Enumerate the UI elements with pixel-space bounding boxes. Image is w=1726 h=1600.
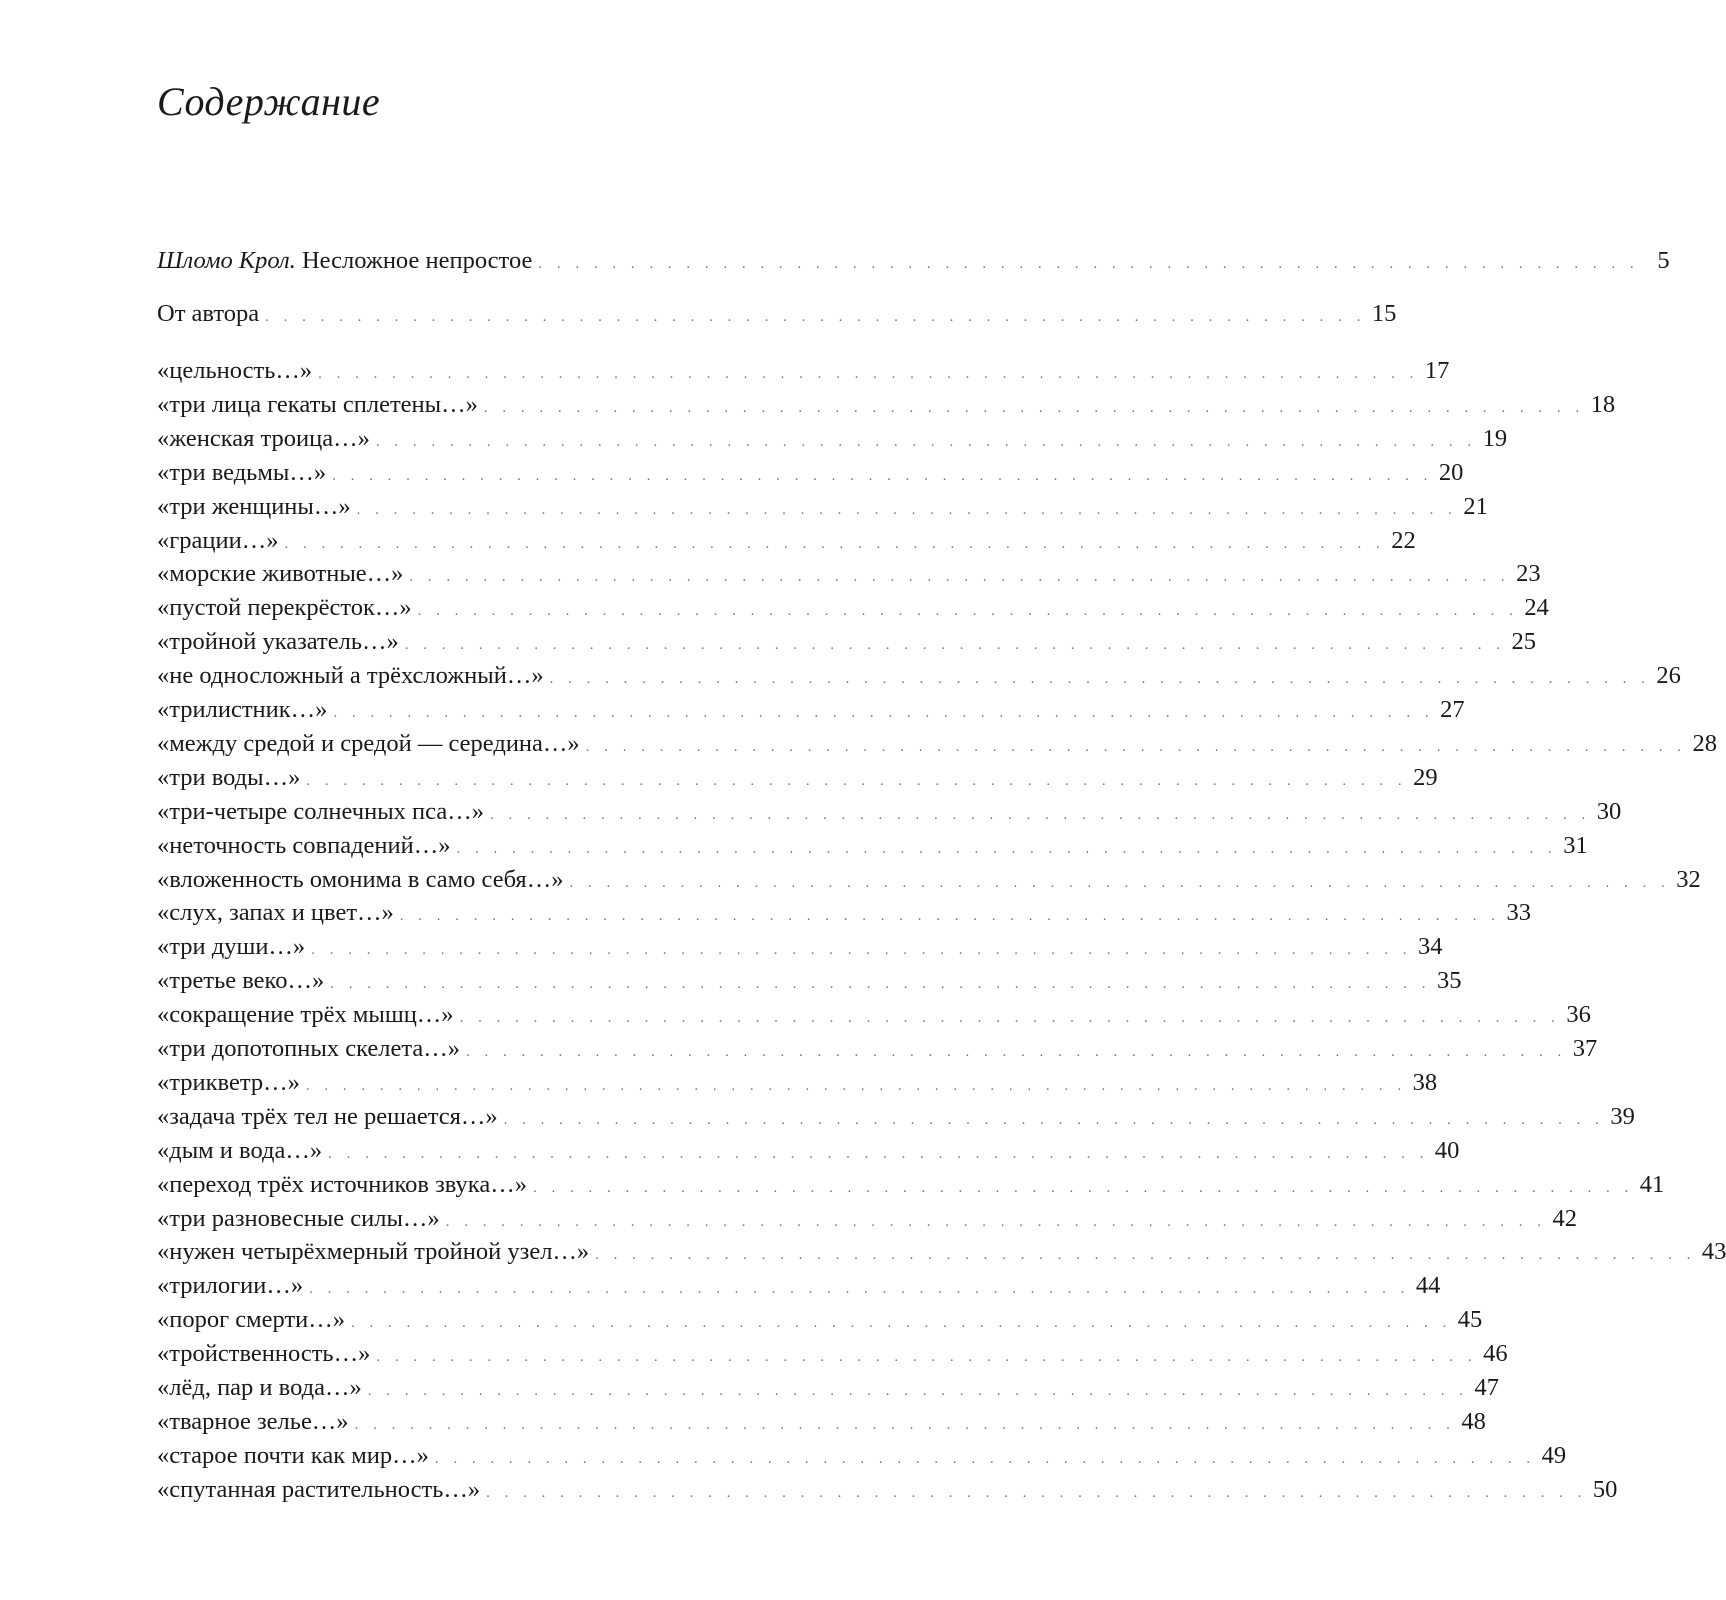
- dot-leader: . . . . . . . . . . . . . . . . . . . . . . . . . . . . . . . . . . . . . . . . . . . . . . . . . . . . . . . . . . . .: [569, 875, 1665, 891]
- toc-entry[interactable]: [157, 930, 1443, 964]
- dot-leader: . . . . . . . . . . . . . . . . . . . . . . . . . . . . . . . . . . . . . . . . . . . . . . . . . . . . . . . . . . . .: [354, 1417, 1450, 1433]
- toc-entry-title: «спутанная растительность…»: [157, 1476, 481, 1503]
- dot-leader: . . . . . . . . . . . . . . . . . . . . . . . . . . . . . . . . . . . . . . . . . . . . . . . . . . . . . . . . . . . .: [367, 1383, 1463, 1399]
- toc-entry-title: «цельность…»: [157, 357, 313, 384]
- toc-entry[interactable]: [157, 693, 1465, 727]
- toc-entry[interactable]: [157, 727, 1717, 761]
- toc-entry-page-number: 21: [1463, 493, 1488, 520]
- toc-entry-page-number: 34: [1417, 933, 1443, 960]
- dot-leader: . . . . . . . . . . . . . . . . . . . . . . . . . . . . . . . . . . . . . . . . . . . . . . . . . . . . . . . . . . . .: [404, 637, 1501, 653]
- toc-entry-page-number: 26: [1656, 662, 1681, 689]
- toc-entry[interactable]: [157, 1439, 1567, 1473]
- toc-entry-title: [157, 297, 259, 331]
- toc-entry-page-number: 18: [1590, 391, 1616, 418]
- toc-entry-title: «три женщины…»: [157, 493, 351, 520]
- toc-entry-title: «три-четыре солнечных пса…»: [157, 798, 484, 825]
- toc-entry[interactable]: [157, 1032, 1598, 1066]
- toc-entry-title: «между средой и средой — середина…»: [157, 730, 580, 757]
- dot-leader: . . . . . . . . . . . . . . . . . . . . . . . . . . . . . . . . . . . . . . . . . . . . . . . . . . . . . . . . . . . .: [284, 536, 1380, 552]
- toc-entry-title: «тварное зелье…»: [157, 1408, 349, 1435]
- dot-leader: . . . . . . . . . . . . . . . . . . . . . . . . . . . . . . . . . . . . . . . . . . . . . . . . . . . . . . . . . . . .: [465, 1044, 1562, 1060]
- toc-entry-title: «три лица гекаты сплетены…»: [157, 391, 478, 418]
- toc-entry-page-number: 42: [1552, 1205, 1577, 1232]
- toc-entry-title: «переход трёх источников звука…»: [157, 1171, 527, 1198]
- dot-leader: . . . . . . . . . . . . . . . . . . . . . . . . . . . . . . . . . . . . . . . . . . . . . . . . . . . . . . . . . . . .: [376, 1349, 1472, 1365]
- toc-entry[interactable]: [157, 1405, 1486, 1439]
- toc-entry[interactable]: [157, 354, 1450, 388]
- toc-entry-page-number: 46: [1483, 1340, 1508, 1367]
- toc-entry-page-number: 38: [1412, 1069, 1438, 1096]
- toc-entry-title: «три воды…»: [157, 764, 301, 791]
- toc-entry-title: «трилистник…»: [157, 696, 328, 723]
- toc-entry[interactable]: [157, 1235, 1726, 1269]
- toc-entry-page-number: 39: [1610, 1103, 1635, 1130]
- dot-leader: . . . . . . . . . . . . . . . . . . . . . . . . . . . . . . . . . . . . . . . . . . . . . . . . . . . . . . . . . . . .: [265, 309, 1361, 325]
- toc-entry-page-number: 50: [1592, 1476, 1618, 1503]
- toc-entry-title: «морские животные…»: [157, 560, 404, 587]
- toc-entry[interactable]: [157, 490, 1488, 524]
- toc-entry-title: «тройственность…»: [157, 1340, 371, 1367]
- toc-entry-page-number: 33: [1506, 899, 1532, 926]
- toc-entry-page-number: 31: [1563, 832, 1588, 859]
- toc-entry[interactable]: [157, 524, 1416, 558]
- toc-entry-page-number: 41: [1639, 1171, 1665, 1198]
- toc-entry[interactable]: [157, 795, 1622, 829]
- toc-entry-page-number: 49: [1541, 1442, 1567, 1469]
- toc-entry[interactable]: [157, 1269, 1441, 1303]
- toc-entry-page-number: 30: [1596, 798, 1622, 825]
- toc-entry-title: «трикветр…»: [157, 1069, 300, 1096]
- toc-entry[interactable]: [157, 1303, 1483, 1337]
- toc-entry[interactable]: [157, 625, 1537, 659]
- dot-leader: . . . . . . . . . . . . . . . . . . . . . . . . . . . . . . . . . . . . . . . . . . . . . . . . . . . . . . . . . . . .: [311, 942, 1407, 958]
- toc-entry[interactable]: [157, 388, 1616, 422]
- dot-leader: . . . . . . . . . . . . . . . . . . . . . . . . . . . . . . . . . . . . . . . . . . . . . . . . . . . . . . . . . . . .: [434, 1451, 1531, 1467]
- dot-leader: . . . . . . . . . . . . . . . . . . . . . . . . . . . . . . . . . . . . . . . . . . . . . . . . . . . . . . . . . . . .: [503, 1112, 1599, 1128]
- toc-entry[interactable]: [157, 964, 1462, 998]
- toc-entry-page-number: 32: [1676, 866, 1701, 893]
- toc-entry-title: «пустой перекрёсток…»: [157, 594, 412, 621]
- dot-leader: . . . . . . . . . . . . . . . . . . . . . . . . . . . . . . . . . . . . . . . . . . . . . . . . . . . . . . . . . . . .: [318, 366, 1414, 382]
- toc-entry-page-number: 23: [1516, 560, 1541, 587]
- toc-entry[interactable]: [157, 1371, 1499, 1405]
- dot-leader: . . . . . . . . . . . . . . . . . . . . . . . . . . . . . . . . . . . . . . . . . . . . . . . . . . . . . . . . . . . .: [532, 1180, 1629, 1196]
- toc-entry-page-number: 22: [1391, 527, 1416, 554]
- toc-entry-page-number: 36: [1566, 1001, 1591, 1028]
- toc-entry[interactable]: [157, 557, 1541, 591]
- toc-entry-page-number: 43: [1701, 1238, 1726, 1265]
- toc-entry-title: «женская троица…»: [157, 425, 370, 452]
- toc-entry-page-number: 29: [1413, 764, 1438, 791]
- toc-entry-title: «сокращение трёх мышц…»: [157, 1001, 454, 1028]
- toc-entry[interactable]: [157, 1168, 1665, 1202]
- toc-entry-page-number: 47: [1474, 1374, 1499, 1401]
- toc-entry-page-number: 17: [1424, 357, 1450, 384]
- toc-entry[interactable]: [157, 761, 1438, 795]
- dot-leader: . . . . . . . . . . . . . . . . . . . . . . . . . . . . . . . . . . . . . . . . . . . . . . . . . . . . . . . . . . . .: [459, 1010, 1555, 1026]
- toc-entry-title: «третье веко…»: [157, 967, 325, 994]
- dot-leader: . . . . . . . . . . . . . . . . . . . . . . . . . . . . . . . . . . . . . . . . . . . . . . . . . . . . . . . . . . . .: [549, 671, 1645, 687]
- dot-leader: . . . . . . . . . . . . . . . . . . . . . . . . . . . . . . . . . . . . . . . . . . . . . . . . . . . . . . . . . . . .: [595, 1247, 1691, 1263]
- dot-leader: . . . . . . . . . . . . . . . . . . . . . . . . . . . . . . . . . . . . . . . . . . . . . . . . . . . . . . . . . . . .: [351, 1315, 1447, 1331]
- toc-entry-author: Шломо Крол.: [157, 247, 296, 274]
- dot-leader: . . . . . . . . . . . . . . . . . . . . . . . . . . . . . . . . . . . . . . . . . . . . . . . . . . . . . . . . . . . .: [306, 773, 1402, 789]
- toc-entry-title: «тройной указатель…»: [157, 628, 399, 655]
- dot-leader: . . . . . . . . . . . . . . . . . . . . . . . . . . . . . . . . . . . . . . . . . . . . . . . . . . . . . . . . . . . .: [417, 603, 1513, 619]
- toc-entry-page-number: 44: [1415, 1272, 1441, 1299]
- toc-entry-title: [157, 244, 532, 278]
- dot-leader: . . . . . . . . . . . . . . . . . . . . . . . . . . . . . . . . . . . . . . . . . . . . . . . . . . . . . . . . . . . .: [330, 976, 1426, 992]
- toc-entry-title: «грации…»: [157, 527, 279, 554]
- toc-entry-title: «не односложный а трёхсложный…»: [157, 662, 544, 689]
- toc-front-matter-entry[interactable]: [157, 244, 1670, 278]
- toc-entry-page-number: 27: [1440, 696, 1465, 723]
- dot-leader: . . . . . . . . . . . . . . . . . . . . . . . . . . . . . . . . . . . . . . . . . . . . . . . . . . . . . . . . . . . .: [445, 1214, 1541, 1230]
- toc-entry[interactable]: [157, 998, 1591, 1032]
- toc-entry-page-number: 25: [1511, 628, 1537, 655]
- toc-entry[interactable]: [157, 591, 1549, 625]
- toc-entry-page-number: 20: [1438, 459, 1464, 486]
- toc-entry-title: «задача трёх тел не решается…»: [157, 1103, 498, 1130]
- toc-entry[interactable]: [157, 659, 1681, 693]
- dot-leader: . . . . . . . . . . . . . . . . . . . . . . . . . . . . . . . . . . . . . . . . . . . . . . . . . . . . . . . . . . . .: [483, 400, 1580, 416]
- toc-entry-title: «три разновесные силы…»: [157, 1205, 440, 1232]
- dot-leader: . . . . . . . . . . . . . . . . . . . . . . . . . . . . . . . . . . . . . . . . . . . . . . . . . . . . . . . . . . . .: [585, 739, 1681, 755]
- toc-entry[interactable]: [157, 829, 1588, 863]
- dot-leader: . . . . . . . . . . . . . . . . . . . . . . . . . . . . . . . . . . . . . . . . . . . . . . . . . . . . . . . . . . . .: [538, 256, 1634, 272]
- toc-entry-title: «старое почти как мир…»: [157, 1442, 429, 1469]
- dot-leader: . . . . . . . . . . . . . . . . . . . . . . . . . . . . . . . . . . . . . . . . . . . . . . . . . . . . . . . . . . . .: [486, 1485, 1582, 1501]
- toc-entry[interactable]: [157, 1066, 1438, 1100]
- toc-entry-page-number: 45: [1457, 1306, 1483, 1333]
- toc-entry-page-number: 15: [1371, 300, 1397, 327]
- toc-entry-title: «три допотопных скелета…»: [157, 1035, 460, 1062]
- toc-entry[interactable]: [157, 1134, 1460, 1168]
- dot-leader: . . . . . . . . . . . . . . . . . . . . . . . . . . . . . . . . . . . . . . . . . . . . . . . . . . . . . . . . . . . .: [328, 1146, 1424, 1162]
- dot-leader: . . . . . . . . . . . . . . . . . . . . . . . . . . . . . . . . . . . . . . . . . . . . . . . . . . . . . . . . . . . .: [305, 1078, 1402, 1094]
- toc-entry-page-number: 48: [1461, 1408, 1486, 1435]
- toc-entry-title: «вложенность омонима в само себя…»: [157, 866, 564, 893]
- toc-entry[interactable]: [157, 1202, 1577, 1236]
- toc-entry-title: «дым и вода…»: [157, 1137, 323, 1164]
- dot-leader: . . . . . . . . . . . . . . . . . . . . . . . . . . . . . . . . . . . . . . . . . . . . . . . . . . . . . . . . . . . .: [409, 569, 1505, 585]
- toc-entry[interactable]: [157, 1473, 1618, 1507]
- toc-entry-page-number: 19: [1482, 425, 1508, 452]
- toc-entry[interactable]: [157, 896, 1532, 930]
- dot-leader: . . . . . . . . . . . . . . . . . . . . . . . . . . . . . . . . . . . . . . . . . . . . . . . . . . . . . . . . . . . .: [356, 502, 1452, 518]
- toc-entry-title: «нужен четырёхмерный тройной узел…»: [157, 1238, 590, 1265]
- toc-entry[interactable]: [157, 863, 1701, 897]
- toc-entry-title: «три души…»: [157, 933, 306, 960]
- dot-leader: . . . . . . . . . . . . . . . . . . . . . . . . . . . . . . . . . . . . . . . . . . . . . . . . . . . . . . . . . . . .: [332, 468, 1428, 484]
- toc-entry[interactable]: [157, 1100, 1635, 1134]
- toc-entry-page-number: 5: [1657, 247, 1670, 274]
- toc-front-matter-entry[interactable]: [157, 297, 1397, 331]
- toc-entry[interactable]: [157, 456, 1464, 490]
- toc-entry[interactable]: [157, 422, 1508, 456]
- dot-leader: . . . . . . . . . . . . . . . . . . . . . . . . . . . . . . . . . . . . . . . . . . . . . . . . . . . . . . . . . . . .: [399, 908, 1496, 924]
- dot-leader: . . . . . . . . . . . . . . . . . . . . . . . . . . . . . . . . . . . . . . . . . . . . . . . . . . . . . . . . . . . .: [333, 705, 1429, 721]
- page-title: Содержание: [157, 79, 381, 124]
- toc-entry-title-text: Несложное непростое: [301, 247, 533, 274]
- toc-entry-page-number: 35: [1436, 967, 1462, 994]
- toc-entry-page-number: 40: [1434, 1137, 1460, 1164]
- dot-leader: . . . . . . . . . . . . . . . . . . . . . . . . . . . . . . . . . . . . . . . . . . . . . . . . . . . . . . . . . . . .: [375, 434, 1472, 450]
- toc-entry[interactable]: [157, 1337, 1508, 1371]
- toc-entry-page-number: 24: [1524, 594, 1549, 621]
- dot-leader: . . . . . . . . . . . . . . . . . . . . . . . . . . . . . . . . . . . . . . . . . . . . . . . . . . . . . . . . . . . .: [489, 807, 1586, 823]
- dot-leader: . . . . . . . . . . . . . . . . . . . . . . . . . . . . . . . . . . . . . . . . . . . . . . . . . . . . . . . . . . . .: [456, 841, 1552, 857]
- toc-entry-title: «лёд, пар и вода…»: [157, 1374, 362, 1401]
- toc-entry-title: «неточность совпадений…»: [157, 832, 451, 859]
- toc-entry-page-number: 28: [1692, 730, 1717, 757]
- toc-entry-title: «порог смерти…»: [157, 1306, 346, 1333]
- toc-entry-title-text: От автора: [157, 300, 260, 327]
- toc-entry-title: «слух, запах и цвет…»: [157, 899, 394, 926]
- toc-entry-title: «три ведьмы…»: [157, 459, 327, 486]
- dot-leader: . . . . . . . . . . . . . . . . . . . . . . . . . . . . . . . . . . . . . . . . . . . . . . . . . . . . . . . . . . . .: [309, 1281, 1405, 1297]
- toc-entry-page-number: 37: [1572, 1035, 1598, 1062]
- toc-entry-title: «трилогии…»: [157, 1272, 304, 1299]
